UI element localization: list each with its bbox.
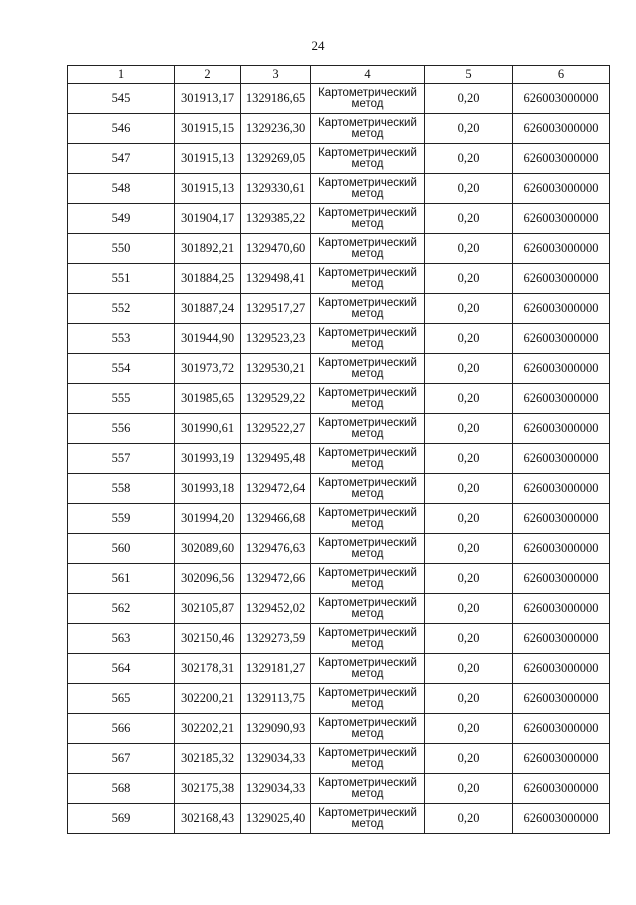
table-row xyxy=(68,504,610,534)
code-cell: 626003000000 xyxy=(513,474,610,504)
accuracy-cell: 0,20 xyxy=(425,294,513,324)
method-line-1: Картометрический xyxy=(318,446,417,459)
accuracy-cell: 0,20 xyxy=(425,414,513,444)
code-cell: 626003000000 xyxy=(513,714,610,744)
y-coordinate-cell: 1329452,02 xyxy=(241,594,311,624)
code-cell: 626003000000 xyxy=(513,624,610,654)
table-row xyxy=(68,684,610,714)
x-coordinate-cell: 301973,72 xyxy=(175,354,241,384)
method-cell xyxy=(311,504,425,534)
method-line-1: Картометрический xyxy=(318,236,417,249)
table-row xyxy=(68,474,610,504)
code-cell: 626003000000 xyxy=(513,804,610,834)
y-coordinate-cell: 1329522,27 xyxy=(241,414,311,444)
method-cell xyxy=(311,174,425,204)
y-coordinate-cell: 1329236,30 xyxy=(241,114,311,144)
point-number-cell: 563 xyxy=(68,624,175,654)
accuracy-cell: 0,20 xyxy=(425,714,513,744)
x-coordinate-cell: 302178,31 xyxy=(175,654,241,684)
accuracy-cell: 0,20 xyxy=(425,354,513,384)
table-row xyxy=(68,714,610,744)
point-number-cell: 555 xyxy=(68,384,175,414)
table-row xyxy=(68,594,610,624)
point-number-cell: 561 xyxy=(68,564,175,594)
method-cell xyxy=(311,354,425,384)
point-number-cell: 564 xyxy=(68,654,175,684)
x-coordinate-cell: 301993,18 xyxy=(175,474,241,504)
method-line-1: Картометрический xyxy=(318,506,417,519)
method-line-2: метод xyxy=(351,127,384,140)
x-coordinate-cell: 302175,38 xyxy=(175,774,241,804)
page-number: 24 xyxy=(311,38,325,53)
method-line-2: метод xyxy=(351,247,384,260)
table-row xyxy=(68,354,610,384)
code-cell: 626003000000 xyxy=(513,384,610,414)
code-cell: 626003000000 xyxy=(513,774,610,804)
method-line-1: Картометрический xyxy=(318,596,417,609)
table-row xyxy=(68,414,610,444)
x-coordinate-cell: 302185,32 xyxy=(175,744,241,774)
accuracy-cell: 0,20 xyxy=(425,144,513,174)
method-line-2: метод xyxy=(351,547,384,560)
x-coordinate-cell: 301915,13 xyxy=(175,144,241,174)
method-cell xyxy=(311,744,425,774)
column-header: 6 xyxy=(513,66,610,84)
point-number-cell: 546 xyxy=(68,114,175,144)
table-row xyxy=(68,384,610,414)
x-coordinate-cell: 301994,20 xyxy=(175,504,241,534)
code-cell: 626003000000 xyxy=(513,264,610,294)
accuracy-cell: 0,20 xyxy=(425,744,513,774)
code-cell: 626003000000 xyxy=(513,504,610,534)
method-line-1: Картометрический xyxy=(318,266,417,279)
method-line-2: метод xyxy=(351,727,384,740)
method-cell xyxy=(311,534,425,564)
method-cell xyxy=(311,204,425,234)
accuracy-cell: 0,20 xyxy=(425,204,513,234)
accuracy-cell: 0,20 xyxy=(425,474,513,504)
table-row xyxy=(68,114,610,144)
y-coordinate-cell: 1329113,75 xyxy=(241,684,311,714)
table-row xyxy=(68,744,610,774)
y-coordinate-cell: 1329466,68 xyxy=(241,504,311,534)
y-coordinate-cell: 1329034,33 xyxy=(241,744,311,774)
table-row xyxy=(68,624,610,654)
x-coordinate-cell: 301985,65 xyxy=(175,384,241,414)
code-cell: 626003000000 xyxy=(513,84,610,114)
method-line-2: метод xyxy=(351,517,384,530)
x-coordinate-cell: 301990,61 xyxy=(175,414,241,444)
method-line-2: метод xyxy=(351,307,384,320)
code-cell: 626003000000 xyxy=(513,444,610,474)
method-line-2: метод xyxy=(351,277,384,290)
column-header: 5 xyxy=(425,66,513,84)
y-coordinate-cell: 1329186,65 xyxy=(241,84,311,114)
x-coordinate-cell: 301915,15 xyxy=(175,114,241,144)
accuracy-cell: 0,20 xyxy=(425,84,513,114)
method-cell xyxy=(311,624,425,654)
column-header: 1 xyxy=(68,66,175,84)
method-cell xyxy=(311,84,425,114)
y-coordinate-cell: 1329476,63 xyxy=(241,534,311,564)
x-coordinate-cell: 301884,25 xyxy=(175,264,241,294)
table-row xyxy=(68,204,610,234)
accuracy-cell: 0,20 xyxy=(425,564,513,594)
y-coordinate-cell: 1329529,22 xyxy=(241,384,311,414)
point-number-cell: 551 xyxy=(68,264,175,294)
x-coordinate-cell: 302096,56 xyxy=(175,564,241,594)
y-coordinate-cell: 1329025,40 xyxy=(241,804,311,834)
code-cell: 626003000000 xyxy=(513,114,610,144)
column-header: 2 xyxy=(175,66,241,84)
point-number-cell: 550 xyxy=(68,234,175,264)
table-row xyxy=(68,144,610,174)
y-coordinate-cell: 1329181,27 xyxy=(241,654,311,684)
y-coordinate-cell: 1329269,05 xyxy=(241,144,311,174)
method-line-2: метод xyxy=(351,97,384,110)
point-number-cell: 547 xyxy=(68,144,175,174)
table-row xyxy=(68,534,610,564)
point-number-cell: 565 xyxy=(68,684,175,714)
method-cell xyxy=(311,324,425,354)
method-line-1: Картометрический xyxy=(318,176,417,189)
code-cell: 626003000000 xyxy=(513,594,610,624)
method-line-2: метод xyxy=(351,427,384,440)
accuracy-cell: 0,20 xyxy=(425,624,513,654)
method-cell xyxy=(311,384,425,414)
method-line-1: Картометрический xyxy=(318,626,417,639)
y-coordinate-cell: 1329498,41 xyxy=(241,264,311,294)
code-cell: 626003000000 xyxy=(513,174,610,204)
point-number-cell: 548 xyxy=(68,174,175,204)
coordinates-table xyxy=(67,65,610,834)
accuracy-cell: 0,20 xyxy=(425,174,513,204)
method-line-2: метод xyxy=(351,217,384,230)
table-row xyxy=(68,774,610,804)
method-line-1: Картометрический xyxy=(318,686,417,699)
column-header: 3 xyxy=(241,66,311,84)
method-line-2: метод xyxy=(351,187,384,200)
x-coordinate-cell: 301887,24 xyxy=(175,294,241,324)
accuracy-cell: 0,20 xyxy=(425,114,513,144)
y-coordinate-cell: 1329330,61 xyxy=(241,174,311,204)
table-row xyxy=(68,234,610,264)
method-line-1: Картометрический xyxy=(318,806,417,819)
x-coordinate-cell: 301892,21 xyxy=(175,234,241,264)
table-row xyxy=(68,324,610,354)
method-line-1: Картометрический xyxy=(318,326,417,339)
y-coordinate-cell: 1329090,93 xyxy=(241,714,311,744)
method-cell xyxy=(311,294,425,324)
method-line-1: Картометрический xyxy=(318,476,417,489)
table-row xyxy=(68,264,610,294)
point-number-cell: 569 xyxy=(68,804,175,834)
x-coordinate-cell: 302089,60 xyxy=(175,534,241,564)
method-cell xyxy=(311,114,425,144)
method-cell xyxy=(311,474,425,504)
point-number-cell: 568 xyxy=(68,774,175,804)
table-row xyxy=(68,804,610,834)
y-coordinate-cell: 1329273,59 xyxy=(241,624,311,654)
table-row xyxy=(68,444,610,474)
accuracy-cell: 0,20 xyxy=(425,654,513,684)
method-cell xyxy=(311,444,425,474)
method-line-1: Картометрический xyxy=(318,356,417,369)
table-row xyxy=(68,174,610,204)
code-cell: 626003000000 xyxy=(513,324,610,354)
method-cell xyxy=(311,804,425,834)
y-coordinate-cell: 1329523,23 xyxy=(241,324,311,354)
point-number-cell: 556 xyxy=(68,414,175,444)
y-coordinate-cell: 1329470,60 xyxy=(241,234,311,264)
accuracy-cell: 0,20 xyxy=(425,804,513,834)
point-number-cell: 562 xyxy=(68,594,175,624)
x-coordinate-cell: 302168,43 xyxy=(175,804,241,834)
code-cell: 626003000000 xyxy=(513,744,610,774)
method-cell xyxy=(311,654,425,684)
method-line-1: Картометрический xyxy=(318,386,417,399)
method-line-2: метод xyxy=(351,787,384,800)
column-header: 4 xyxy=(311,66,425,84)
y-coordinate-cell: 1329517,27 xyxy=(241,294,311,324)
method-line-2: метод xyxy=(351,577,384,590)
method-cell xyxy=(311,594,425,624)
accuracy-cell: 0,20 xyxy=(425,534,513,564)
point-number-cell: 554 xyxy=(68,354,175,384)
code-cell: 626003000000 xyxy=(513,564,610,594)
x-coordinate-cell: 302150,46 xyxy=(175,624,241,654)
method-line-1: Картометрический xyxy=(318,716,417,729)
table-body xyxy=(68,84,610,834)
method-line-2: метод xyxy=(351,607,384,620)
method-cell xyxy=(311,684,425,714)
method-line-2: метод xyxy=(351,697,384,710)
accuracy-cell: 0,20 xyxy=(425,234,513,264)
accuracy-cell: 0,20 xyxy=(425,774,513,804)
method-line-1: Картометрический xyxy=(318,656,417,669)
accuracy-cell: 0,20 xyxy=(425,594,513,624)
point-number-cell: 549 xyxy=(68,204,175,234)
x-coordinate-cell: 301993,19 xyxy=(175,444,241,474)
method-cell xyxy=(311,564,425,594)
method-line-2: метод xyxy=(351,397,384,410)
method-line-1: Картометрический xyxy=(318,296,417,309)
method-line-2: метод xyxy=(351,157,384,170)
point-number-cell: 553 xyxy=(68,324,175,354)
x-coordinate-cell: 302105,87 xyxy=(175,594,241,624)
table-row xyxy=(68,654,610,684)
method-cell xyxy=(311,264,425,294)
x-coordinate-cell: 302202,21 xyxy=(175,714,241,744)
method-line-1: Картометрический xyxy=(318,566,417,579)
method-line-1: Картометрический xyxy=(318,146,417,159)
x-coordinate-cell: 302200,21 xyxy=(175,684,241,714)
method-line-2: метод xyxy=(351,487,384,500)
point-number-cell: 558 xyxy=(68,474,175,504)
y-coordinate-cell: 1329530,21 xyxy=(241,354,311,384)
method-line-2: метод xyxy=(351,337,384,350)
method-line-1: Картометрический xyxy=(318,776,417,789)
point-number-cell: 560 xyxy=(68,534,175,564)
accuracy-cell: 0,20 xyxy=(425,504,513,534)
point-number-cell: 566 xyxy=(68,714,175,744)
x-coordinate-cell: 301904,17 xyxy=(175,204,241,234)
code-cell: 626003000000 xyxy=(513,204,610,234)
accuracy-cell: 0,20 xyxy=(425,384,513,414)
method-line-2: метод xyxy=(351,637,384,650)
code-cell: 626003000000 xyxy=(513,684,610,714)
x-coordinate-cell: 301915,13 xyxy=(175,174,241,204)
accuracy-cell: 0,20 xyxy=(425,444,513,474)
y-coordinate-cell: 1329472,66 xyxy=(241,564,311,594)
point-number-cell: 552 xyxy=(68,294,175,324)
point-number-cell: 557 xyxy=(68,444,175,474)
point-number-cell: 567 xyxy=(68,744,175,774)
method-line-1: Картометрический xyxy=(318,206,417,219)
x-coordinate-cell: 301944,90 xyxy=(175,324,241,354)
y-coordinate-cell: 1329385,22 xyxy=(241,204,311,234)
method-line-1: Картометрический xyxy=(318,746,417,759)
method-line-1: Картометрический xyxy=(318,116,417,129)
accuracy-cell: 0,20 xyxy=(425,324,513,354)
method-cell xyxy=(311,144,425,174)
code-cell: 626003000000 xyxy=(513,654,610,684)
method-cell xyxy=(311,414,425,444)
method-line-1: Картометрический xyxy=(318,416,417,429)
point-number-cell: 559 xyxy=(68,504,175,534)
y-coordinate-cell: 1329495,48 xyxy=(241,444,311,474)
code-cell: 626003000000 xyxy=(513,144,610,174)
table-row xyxy=(68,294,610,324)
method-line-2: метод xyxy=(351,457,384,470)
code-cell: 626003000000 xyxy=(513,234,610,264)
code-cell: 626003000000 xyxy=(513,414,610,444)
accuracy-cell: 0,20 xyxy=(425,684,513,714)
code-cell: 626003000000 xyxy=(513,354,610,384)
point-number-cell: 545 xyxy=(68,84,175,114)
code-cell: 626003000000 xyxy=(513,294,610,324)
y-coordinate-cell: 1329472,64 xyxy=(241,474,311,504)
method-cell xyxy=(311,234,425,264)
y-coordinate-cell: 1329034,33 xyxy=(241,774,311,804)
table-row xyxy=(68,564,610,594)
accuracy-cell: 0,20 xyxy=(425,264,513,294)
method-line-1: Картометрический xyxy=(318,86,417,99)
table-row xyxy=(68,84,610,114)
method-line-1: Картометрический xyxy=(318,536,417,549)
table-header-row xyxy=(68,66,610,84)
x-coordinate-cell: 301913,17 xyxy=(175,84,241,114)
method-cell xyxy=(311,714,425,744)
method-line-2: метод xyxy=(351,667,384,680)
method-cell xyxy=(311,774,425,804)
method-line-2: метод xyxy=(351,367,384,380)
code-cell: 626003000000 xyxy=(513,534,610,564)
method-line-2: метод xyxy=(351,757,384,770)
method-line-2: метод xyxy=(351,817,384,830)
